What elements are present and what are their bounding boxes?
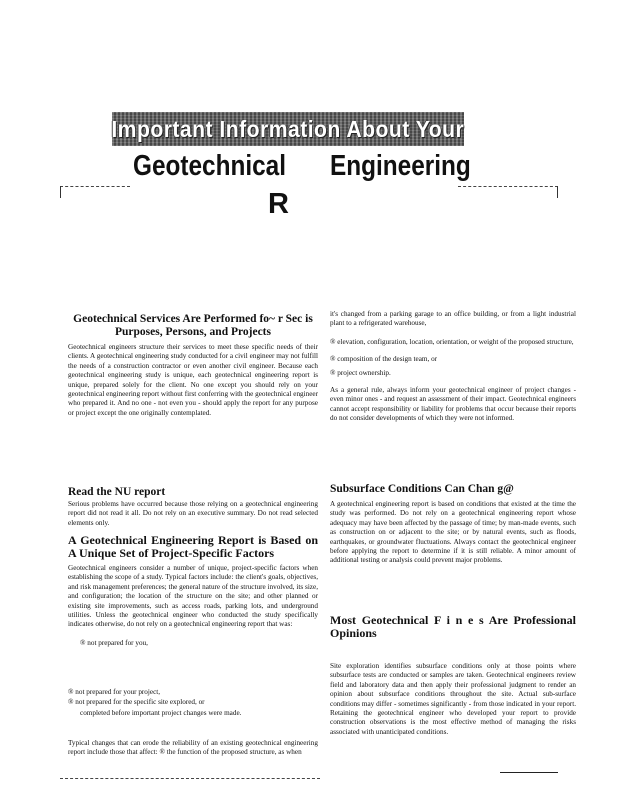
list-item: ® project ownership. bbox=[330, 368, 391, 377]
left-column-read bbox=[68, 486, 318, 526]
list-item: ® composition of the design team, or bbox=[330, 355, 438, 364]
list-item: ® not prepared for the specific site explored, or bbox=[68, 698, 205, 707]
frame-right-edge bbox=[557, 186, 558, 198]
left-column-tail bbox=[68, 739, 318, 767]
header-banner bbox=[112, 112, 464, 146]
section-heading-factors: A Geotechnical Engineering Report is Based on A Unique Set of Project-Specific Factors bbox=[68, 533, 318, 560]
footer-rule bbox=[500, 772, 558, 773]
frame-left-edge bbox=[60, 186, 61, 198]
factors-note: ® not prepared for you, bbox=[80, 638, 148, 647]
section-body-read-report: Serious problems have occurred because those relying on a geotechnical engineering report did not read it all. Do not rely on an executive summary. Do not read selected elements only. bbox=[68, 500, 318, 527]
section-body-subsurface: A geotechnical engineering report is based on conditions that existed at the time the study was performed. Do not rely on a geotechnical engineering report whose adequacy may have been affected by the passage of time; by man-made events, such as construction on or adjacent to the site; or by natural events, such as floods, earthquakes, or groundwater fluctuations. Always contact the geotechnical engineer before applying the report to determine if it is still reliable. A minor amount of additional testing or analysis could prevent major problems. bbox=[330, 500, 576, 565]
section-tail-factors: Typical changes that can erode the reliability of an existing geotechnical engineering report include those that affect: ® the function of the proposed structure, as when bbox=[68, 739, 318, 757]
section-body-changes: it's changed from a parking garage to an office building, or from a light industrial plant to a refrigerated warehouse, bbox=[330, 310, 576, 328]
section-heading-services: Geotechnical Services Are Performed fo~ r Sec is Purposes, Persons, and Projects bbox=[73, 313, 313, 338]
section-body-services: Geotechnical engineers structure their services to meet these specific needs of their clients. A geotechnical engineering study conducted for a civil engineer may not fulfill the needs of a construction contractor or even another civil engineer. Because each geotechnical engineering study is unique, each geotechnical engineering report is unique, prepared solely for the client. No one except you should rely on your geotechnical engineering report without first conferring with the geotechnical engineer who prepared it. And no one - not even you - should apply the report for any purpose or project except the one originally contemplated. bbox=[68, 343, 318, 417]
right-column-subsurface bbox=[330, 483, 576, 575]
section-heading-opinions: Most Geotechnical F i n e s Are Professional Opinions bbox=[330, 613, 576, 640]
frame-top-left-line bbox=[60, 186, 130, 187]
section-heading-read-report: Read the NU report bbox=[68, 486, 166, 498]
title-geotechnical: Geotechnical bbox=[133, 150, 286, 182]
section-heading-subsurface: Subsurface Conditions Can Chan g@ bbox=[330, 483, 514, 495]
frame-top-right-line bbox=[458, 186, 558, 187]
left-column-factors bbox=[68, 534, 318, 657]
title-cut-letter: R bbox=[268, 188, 289, 220]
section-body-opinions: Site exploration identifies subsurface conditions only at those points where subsurface tests are conducted or samples are taken. Geotechnical engineers review field and laboratory data and then apply their professional judgment to render an opinion about subsurface conditions throughout the site. Actual sub-surface conditions may differ - sometimes significantly - from those indicated in your report. Retaining the geotechnical engineer who developed your report to provide construction observations is the most effective method of managing the risks associated with unanticipated conditions. bbox=[330, 662, 576, 736]
section-body-inform: As a general rule, always inform your geotechnical engineer of project changes - even minor ones - and request an assessment of their impact. Geotechnical engineers cannot accept responsibility or liability for problems that occur because their reports do not consider developments of which they were not informed. bbox=[330, 386, 576, 423]
title-engineering: Engineering bbox=[330, 150, 471, 182]
list-item: ® elevation, configuration, location, orientation, or weight of the proposed structure, bbox=[330, 337, 574, 346]
right-column-top bbox=[330, 310, 576, 433]
list-item: ® not prepared for your project, bbox=[68, 688, 161, 696]
left-column-list bbox=[68, 688, 318, 719]
section-body-factors: Geotechnical engineers consider a number of unique, project-specific factors when establishing the scope of a study. Typical factors include: the client's goals, objectives, and risk management preferences; the general nature of the structure involved, its size, and configuration; the location of the structure on the site; and other planned or existing site improvements, such as access roads, parking lots, and underground utilities. Unless the geotechnical engineer who conducted the study specifically indicates otherwise, do not rely on a geotechnical engineering report that was: bbox=[68, 564, 318, 629]
left-column bbox=[68, 313, 318, 427]
list-item: completed before important project changes were made. bbox=[80, 708, 242, 717]
banner-text: Important Information About Your bbox=[111, 115, 465, 142]
frame-bottom-line bbox=[60, 778, 320, 779]
right-column-opinions bbox=[330, 614, 576, 746]
